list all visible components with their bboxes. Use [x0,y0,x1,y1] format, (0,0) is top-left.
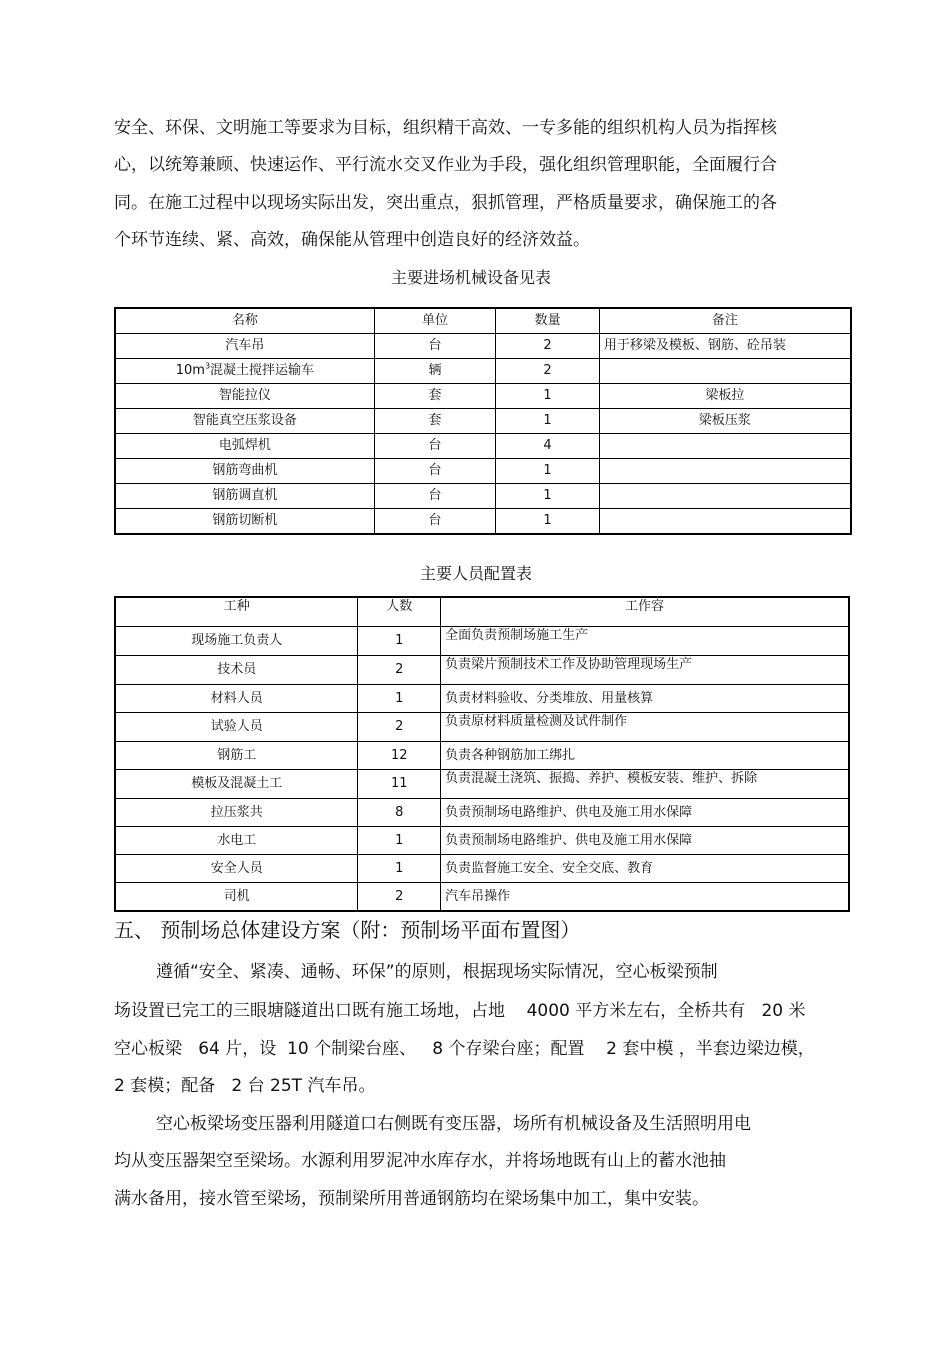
table-row [115,827,849,855]
table-header-row [115,308,851,334]
section-heading: 五、 预制场总体建设方案（附：预制场平面布置图） [114,918,581,942]
equipment-name: 钢筋调直机 [115,484,374,509]
table-row [115,770,849,799]
equipment-name-pre: 10m [175,363,205,378]
personnel-count: 1 [358,827,441,855]
header-count: 人数 [358,597,441,627]
equipment-note: 梁板压浆 [599,409,851,434]
equipment-qty: 1 [496,409,600,434]
equipment-qty: 1 [496,384,600,409]
header-duty: 工作容 [441,597,849,627]
personnel-count: 1 [358,685,441,713]
equipment-table-caption: 主要进场机械设备见表 [391,268,552,287]
personnel-role: 拉压浆共 [115,799,358,827]
table-row [115,334,851,359]
equipment-unit: 台 [374,334,495,359]
personnel-count: 1 [358,855,441,883]
equipment-unit: 台 [374,509,495,535]
table-row [115,656,849,685]
intro-line-3: 同。在施工过程中以现场实际出发，突出重点，狠抓管理，严格质量要求，确保施工的各 [114,193,777,213]
personnel-duty: 负责材料验收、分类堆放、用量核算 [441,685,849,713]
table-header-row [115,597,849,627]
personnel-role: 试验人员 [115,713,358,742]
equipment-note [599,459,851,484]
table-row [115,509,851,535]
equipment-qty: 2 [496,334,600,359]
equipment-note [599,434,851,459]
table-row [115,883,849,912]
equipment-name: 钢筋弯曲机 [115,459,374,484]
section5-para1-line2: 场设置已完工的三眼塘隧道出口既有施工场地，占地 4000 平方米左右，全桥共有 20 米 [114,1001,806,1021]
personnel-duty: 负责预制场电路维护、供电及施工用水保障 [441,799,849,827]
equipment-qty: 1 [496,509,600,535]
equipment-name-post: 混凝土搅拌运输车 [210,363,315,378]
section5-para1-line4: 2 套模；配备 2 台 25T 汽车吊。 [114,1076,376,1096]
superscript-3: 3 [204,361,211,371]
equipment-unit: 辆 [374,359,495,384]
equipment-unit: 套 [374,409,495,434]
personnel-duty: 负责各种钢筋加工绑扎 [441,742,849,770]
equipment-name: 智能真空压浆设备 [115,409,374,434]
equipment-note [599,359,851,384]
equipment-qty: 4 [496,434,600,459]
table-row [115,484,851,509]
equipment-note [599,484,851,509]
personnel-duty: 负责监督施工安全、安全交底、教育 [441,855,849,883]
equipment-qty: 2 [496,359,600,384]
personnel-count: 2 [358,713,441,742]
personnel-role: 技术员 [115,656,358,685]
equipment-qty: 1 [496,459,600,484]
table-row [115,713,849,742]
personnel-table [114,596,850,912]
equipment-name [115,359,374,384]
table-row [115,742,849,770]
equipment-note: 梁板拉 [599,384,851,409]
section5-para1-line3: 空心板梁 64 片，设 10 个制梁台座、 8 个存梁台座；配置 2 套中模 ，半套边梁边模， [114,1039,815,1059]
personnel-duty: 负责原材料质量检测及试件制作 [441,713,849,742]
personnel-count: 8 [358,799,441,827]
intro-line-4: 个环节连续、紧、高效，确保能从管理中创造良好的经济效益。 [114,230,590,250]
section5-para2-line3: 满水备用，接水管至梁场，预制梁所用普通钢筋均在梁场集中加工，集中安装。 [114,1189,709,1209]
equipment-unit: 台 [374,459,495,484]
table-row [115,409,851,434]
section5-para2-line2: 均从变压器架空至梁场。水源利用罗泥冲水库存水，并将场地既有山上的蓄水池抽 [114,1151,726,1171]
personnel-duty: 负责预制场电路维护、供电及施工用水保障 [441,827,849,855]
equipment-note [599,509,851,535]
personnel-count: 11 [358,770,441,799]
equipment-table [114,307,852,535]
equipment-name: 智能拉仪 [115,384,374,409]
equipment-name: 钢筋切断机 [115,509,374,535]
header-qty: 数量 [496,308,600,334]
section5-para2-line1: 空心板梁场变压器利用隧道口右侧既有变压器，场所有机械设备及生活照明用电 [156,1114,751,1134]
personnel-count: 2 [358,656,441,685]
personnel-role: 司机 [115,883,358,912]
intro-line-2: 心，以统筹兼顾、快速运作、平行流水交叉作业为手段，强化组织管理职能，全面履行合 [114,155,777,175]
personnel-count: 2 [358,883,441,912]
table-row [115,855,849,883]
header-role: 工种 [115,597,358,627]
table-row [115,627,849,656]
equipment-unit: 台 [374,484,495,509]
table-row [115,799,849,827]
table-row [115,459,851,484]
personnel-role: 材料人员 [115,685,358,713]
table-row [115,384,851,409]
section5-para1-line1: 遵循“安全、紧凑、通畅、环保”的原则，根据现场实际情况，空心板梁预制 [156,962,718,982]
equipment-unit: 台 [374,434,495,459]
personnel-table-caption: 主要人员配置表 [420,564,533,583]
personnel-count: 12 [358,742,441,770]
personnel-duty: 全面负责预制场施工生产 [441,627,849,656]
table-row [115,359,851,384]
header-unit: 单位 [374,308,495,334]
equipment-name: 汽车吊 [115,334,374,359]
table-row [115,685,849,713]
equipment-note: 用于移梁及模板、钢筋、砼吊装 [599,334,851,359]
personnel-role: 水电工 [115,827,358,855]
personnel-role: 安全人员 [115,855,358,883]
equipment-name: 电弧焊机 [115,434,374,459]
personnel-duty: 负责混凝土浇筑、振捣、养护、模板安装、维护、拆除 [441,770,849,799]
personnel-role: 模板及混凝土工 [115,770,358,799]
personnel-role: 钢筋工 [115,742,358,770]
intro-line-1: 安全、环保、文明施工等要求为目标，组织精干高效、一专多能的组织机构人员为指挥核 [114,118,777,138]
table-row [115,434,851,459]
header-name: 名称 [115,308,374,334]
personnel-duty: 负责梁片预制技术工作及协助管理现场生产 [441,656,849,685]
header-note: 备注 [599,308,851,334]
equipment-unit: 套 [374,384,495,409]
personnel-role: 现场施工负责人 [115,627,358,656]
personnel-duty: 汽车吊操作 [441,883,849,912]
personnel-count: 1 [358,627,441,656]
equipment-qty: 1 [496,484,600,509]
